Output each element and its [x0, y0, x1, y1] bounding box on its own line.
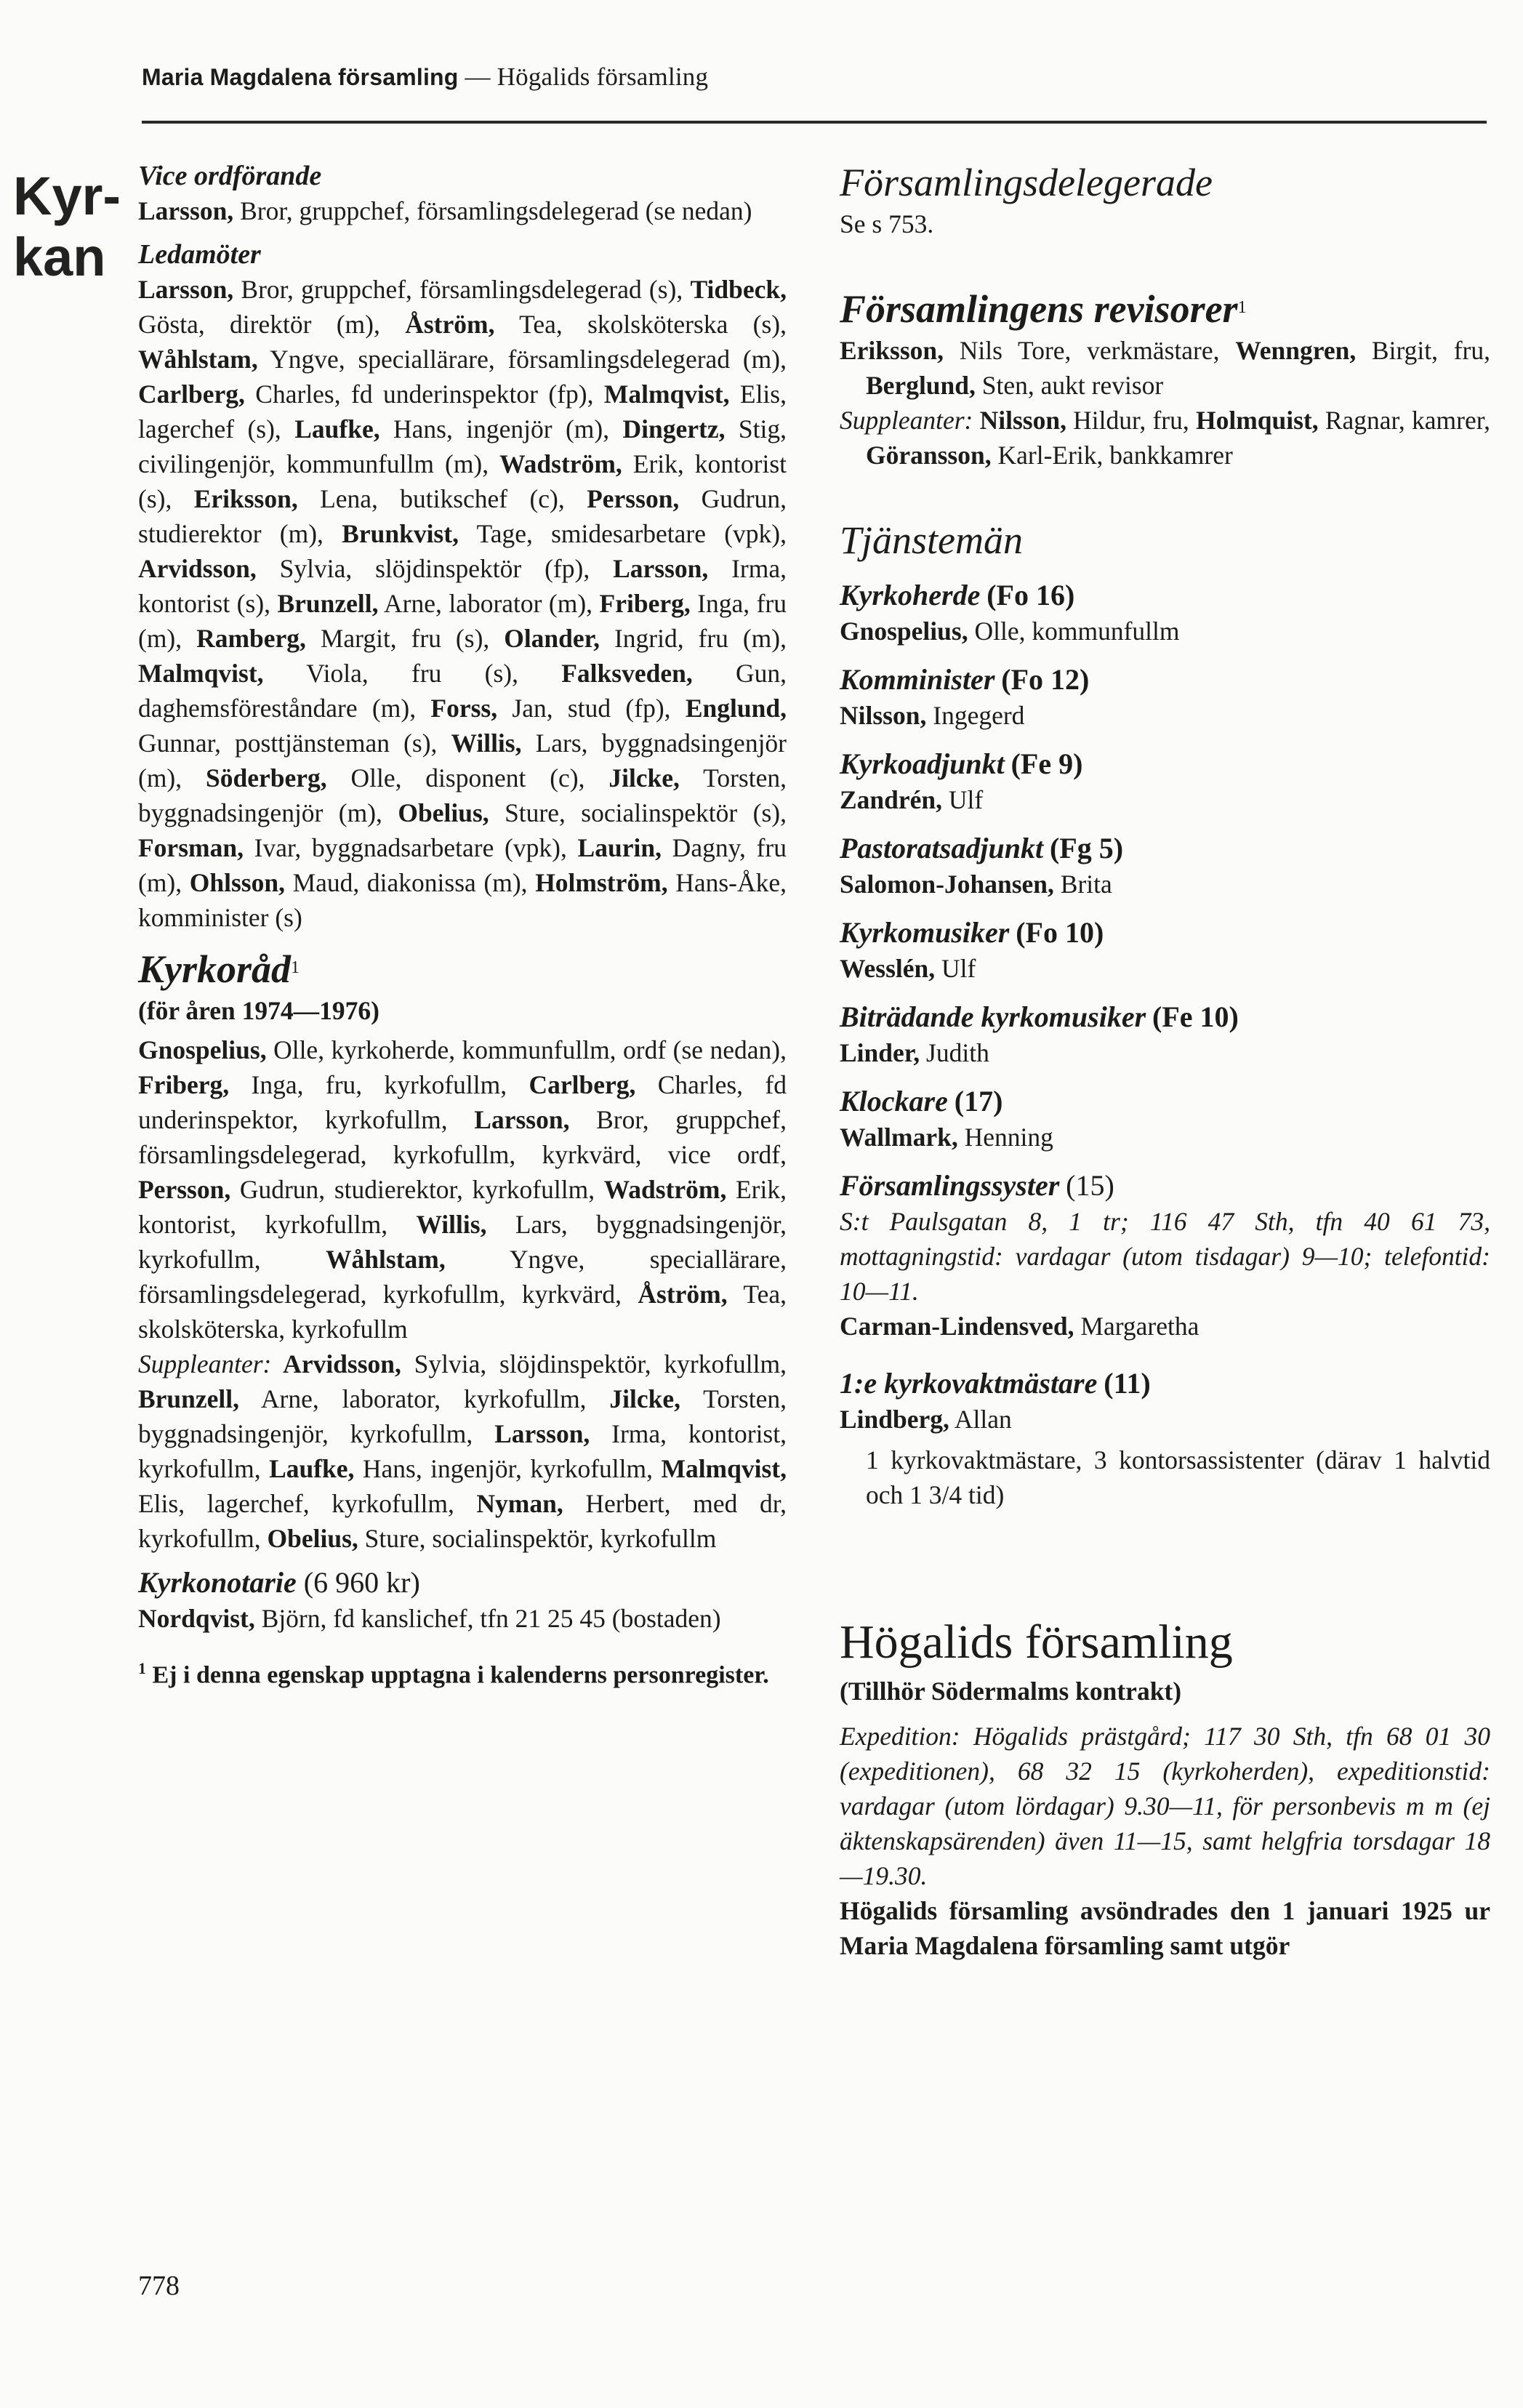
person-desc: Sylvia, slöjdinspektör (fp), — [256, 554, 614, 583]
person-name: Larsson, — [494, 1419, 590, 1448]
person-name: Göransson, — [866, 441, 992, 470]
notarie-heading — [138, 1565, 787, 1601]
person-name: Söderberg, — [205, 763, 327, 792]
syster-title: Församlingssyster — [840, 1169, 1060, 1202]
person-name: Brunzell, — [138, 1384, 240, 1413]
kyrkorad-footnote-mark: 1 — [291, 958, 300, 978]
person-desc: Charles, fd underinspektor (fp), — [244, 380, 604, 409]
person-name: Friberg, — [138, 1070, 230, 1099]
footnote — [138, 1652, 787, 1692]
role-heading — [840, 577, 1490, 614]
header-rule — [142, 121, 1487, 124]
kyrkorad-list — [138, 1032, 787, 1347]
person-name: Åström, — [405, 310, 495, 339]
person-name: Gnospelius, — [840, 617, 968, 646]
person-name: Forss, — [430, 694, 498, 723]
person-desc: Gudrun, studierektor (m), — [138, 484, 787, 548]
syster-desc: Margaretha — [1074, 1312, 1199, 1341]
person-name: Zandrén, — [840, 785, 943, 814]
person-name: Nilsson, — [973, 406, 1066, 435]
person-desc: Tea, skolsköterska, kyrkofullm — [138, 1280, 787, 1344]
role-title: Klockare — [840, 1085, 948, 1117]
person-desc: Olle, kommunfullm — [968, 617, 1180, 646]
person-desc: Elis, lagerchef, kyrkofullm, — [138, 1489, 477, 1518]
vice-desc: Bror, gruppchef, församlingsdelegerad (se nedan) — [233, 196, 752, 225]
role-entry — [840, 746, 1490, 817]
person-name: Friberg, — [599, 589, 691, 618]
rev-suppleanter-label: Suppleanter: — [840, 406, 973, 435]
role-entry — [840, 830, 1490, 902]
hogalid-expedition: Expedition: Högalids prästgård; 117 30 Sth, tfn 68 01 30 (expeditionen), 68 32 15 (kyrkoherden), expeditionstid: vardagar (utom lördagar) 9.30—11, för personbevis m m (ej äktenskapsärenden) även 11—15, samt helgfria torsdagar 18—19.30. — [840, 1722, 1490, 1890]
person-name: Wadström, — [499, 449, 622, 478]
revisorer-footnote-mark: 1 — [1237, 298, 1247, 318]
header-separator: — — [458, 63, 497, 91]
person-desc: Erik, kontorist, kyrkofullm, — [138, 1175, 787, 1239]
person-name: Wåhlstam, — [138, 345, 258, 374]
footnote-text: Ej i denna egenskap upptagna i kalenderns personregister. — [146, 1661, 769, 1689]
person-desc: Herbert, med dr, kyrkofullm, — [138, 1489, 787, 1553]
person-desc: Maud, diakonissa (m), — [284, 868, 536, 897]
person-name: Jilcke, — [609, 1384, 680, 1413]
syster-grade: (15) — [1066, 1169, 1114, 1202]
role-grade: (17) — [954, 1085, 1003, 1117]
person-desc: Hildur, fru, — [1066, 406, 1196, 435]
person-name: Brunkvist, — [342, 519, 459, 548]
person-name: Malmqvist, — [603, 380, 730, 409]
person-desc: Yngve, speciallärare, församlingsdelegerad, kyrkofullm, kyrkvärd, — [138, 1245, 787, 1309]
role-grade: (Fo 16) — [986, 579, 1075, 611]
person-name: Willis, — [416, 1210, 487, 1239]
role-title: Pastoratsadjunkt — [840, 832, 1044, 864]
header-parish-left: Maria Magdalena församling — [142, 64, 459, 90]
syster-heading — [840, 1168, 1490, 1204]
hogalid-history: Högalids församling avsöndrades den 1 januari 1925 ur Maria Magdalena församling samt utgör — [840, 1896, 1490, 1960]
header-parish-right: Högalids församling — [497, 63, 709, 91]
person-desc: Viola, fru (s), — [263, 659, 562, 688]
roles-list — [840, 577, 1490, 1155]
person-desc: Charles, fd underinspektor, kyrkofullm, — [138, 1070, 787, 1134]
person-desc: Torsten, byggnadsingenjör, kyrkofullm, — [138, 1384, 787, 1448]
person-desc: Irma, kontorist (s), — [138, 554, 787, 618]
revisorer-suppleanter — [840, 403, 1490, 473]
person-name: Forsman, — [138, 833, 244, 862]
person-name: Wadström, — [603, 1175, 727, 1204]
person-desc: Torsten, byggnadsingenjör (m), — [138, 763, 787, 827]
role-heading — [840, 915, 1490, 951]
person-name: Brunzell, — [277, 589, 379, 618]
person-desc: Judith — [920, 1038, 989, 1067]
vakt-name: Lindberg, — [840, 1405, 949, 1434]
person-name: Larsson, — [613, 554, 709, 583]
person-name: Tidbeck, — [690, 275, 787, 304]
vakt-entry — [840, 1402, 1490, 1437]
person-desc: Margit, fru (s), — [305, 624, 505, 653]
person-desc: Elis, lagerchef (s), — [138, 380, 787, 444]
syster-address: S:t Paulsgatan 8, 1 tr; 116 47 Sth, tfn 40 61 73, mottagningstid: vardagar (utom tisdagar) 9—10; telefontid: 10—11. — [840, 1207, 1490, 1306]
person-name: Arvidsson, — [271, 1349, 401, 1378]
person-name: Holmström, — [535, 868, 668, 897]
person-name: Persson, — [138, 1175, 231, 1204]
person-name: Obelius, — [398, 798, 489, 827]
role-entry — [840, 662, 1490, 733]
vakt-title: 1:e kyrkovaktmästare — [840, 1367, 1098, 1400]
role-holder — [840, 614, 1490, 649]
person-desc: Stig, civilingenjör, kommunfullm (m), — [138, 414, 787, 478]
right-column — [840, 158, 1490, 1963]
vakt-heading — [840, 1365, 1490, 1402]
footnote-mark: 1 — [138, 1659, 146, 1677]
notarie-desc: Björn, fd kanslichef, tfn 21 25 45 (bostaden) — [254, 1604, 721, 1633]
person-name: Laurin, — [577, 833, 662, 862]
person-name: Jilcke, — [608, 763, 680, 792]
person-desc: Ragnar, kamrer, — [1318, 406, 1490, 435]
syster-name: Carman-Lindensved, — [840, 1312, 1074, 1341]
role-title: Kyrkomusiker — [840, 916, 1010, 949]
kyrkorad-heading — [138, 945, 787, 993]
role-holder — [840, 1120, 1490, 1155]
person-desc: Erik, kontorist (s), — [138, 449, 787, 513]
notarie-title: Kyrkonotarie — [138, 1566, 297, 1599]
person-desc: Inga, fru, kyrkofullm, — [229, 1070, 529, 1099]
person-desc: Irma, kontorist, kyrkofullm, — [138, 1419, 787, 1483]
hogalid-title: Högalids församling — [840, 1616, 1233, 1669]
person-name: Nilsson, — [840, 701, 927, 730]
person-name: Malmqvist, — [661, 1454, 787, 1483]
person-name: Åström, — [638, 1280, 728, 1309]
person-name: Larsson, — [474, 1105, 570, 1134]
person-name: Dingertz, — [622, 414, 726, 444]
person-name: Eriksson, — [840, 336, 944, 365]
delegerade-title: Församlingsdelegerade — [840, 161, 1213, 204]
person-name: Eriksson, — [193, 484, 298, 513]
vice-title: Vice ordförande — [138, 161, 322, 191]
role-grade: (Fe 9) — [1010, 747, 1083, 780]
person-desc: Gun, daghemsföreståndare (m), — [138, 659, 787, 723]
role-heading — [840, 999, 1490, 1035]
person-name: Obelius, — [267, 1524, 358, 1553]
role-title: Komminister — [840, 663, 995, 696]
role-holder — [840, 698, 1490, 733]
suppleanter-label: Suppleanter: — [138, 1349, 272, 1378]
tjanstemän-title: Tjänstemän — [840, 518, 1024, 562]
revisorer-heading — [840, 285, 1490, 333]
person-name: Holmquist, — [1195, 406, 1319, 435]
running-header — [142, 63, 1487, 92]
vice-name: Larsson, — [138, 196, 234, 225]
person-desc: Ingegerd — [926, 701, 1025, 730]
role-holder — [840, 782, 1490, 817]
role-entry — [840, 915, 1490, 986]
role-grade: (Fe 10) — [1152, 1000, 1239, 1033]
notarie-entry — [138, 1601, 787, 1636]
person-name: Laufke, — [294, 414, 380, 444]
person-name: Wåhlstam, — [326, 1245, 446, 1274]
role-grade: (Fg 5) — [1049, 832, 1124, 864]
person-desc: Inga, fru (m), — [138, 589, 787, 653]
person-desc: Olle, disponent (c), — [326, 763, 609, 792]
person-desc: Sten, aukt revisor — [975, 371, 1164, 400]
person-name: Malmqvist, — [138, 659, 264, 688]
delegerade-ref: Se s 753. — [840, 209, 934, 238]
person-desc: Arne, laborator, kyrkofullm, — [239, 1384, 610, 1413]
revisorer-list — [840, 333, 1490, 403]
person-name: Carlberg, — [138, 380, 245, 409]
role-grade: (Fo 12) — [1001, 663, 1090, 696]
hogalid-subtitle: (Tillhör Södermalms kontrakt) — [840, 1677, 1182, 1706]
person-desc: Olle, kyrkoherde, kommunfullm, ordf (se nedan), — [266, 1035, 787, 1064]
person-desc: Jan, stud (fp), — [497, 694, 686, 723]
person-name: Wallmark, — [840, 1123, 958, 1152]
person-desc: Yngve, speciallärare, församlingsdelegerad (m), — [257, 345, 787, 374]
role-entry — [840, 999, 1490, 1070]
person-desc: Nils Tore, verkmästare, — [944, 336, 1236, 365]
person-name: Salomon-Johansen, — [840, 870, 1054, 899]
revisorer-title: Församlingens revisorer — [840, 287, 1238, 331]
staff-note: 1 kyrkovaktmästare, 3 kontorsassistenter (därav 1 halvtid och 1 3/4 tid) — [866, 1445, 1490, 1509]
side-label — [13, 166, 122, 288]
role-heading — [840, 830, 1490, 867]
person-desc: Ulf — [935, 954, 976, 983]
person-desc: Gösta, direktör (m), — [138, 310, 406, 339]
kyrkorad-title: Kyrkoråd — [138, 947, 292, 991]
person-name: Falksveden, — [561, 659, 693, 688]
role-holder — [840, 1035, 1490, 1070]
person-desc: Brita — [1053, 870, 1112, 899]
person-desc: Gudrun, studierektor, kyrkofullm, — [230, 1175, 604, 1204]
person-name: Olander, — [504, 624, 600, 653]
person-desc: Ulf — [942, 785, 984, 814]
person-name: Linder, — [840, 1038, 920, 1067]
role-entry — [840, 577, 1490, 649]
page-number: 778 — [138, 2271, 180, 2301]
person-name: Wenngren, — [1235, 336, 1357, 365]
syster-entry — [840, 1309, 1490, 1344]
person-desc: Sylvia, slöjdinspektör, kyrkofullm, — [401, 1349, 787, 1378]
person-desc: Henning — [957, 1123, 1053, 1152]
person-name: Berglund, — [866, 371, 976, 400]
person-desc: Bror, gruppchef, församlingsdelegerad, kyrkofullm, kyrkvärd, vice ordf, — [138, 1105, 787, 1169]
person-desc: Tage, smidesarbetare (vpk), — [458, 519, 787, 548]
role-title: Biträdande kyrkomusiker — [840, 1000, 1146, 1033]
person-desc: Lena, butikschef (c), — [297, 484, 587, 513]
person-desc: Arne, laborator (m), — [378, 589, 600, 618]
person-desc: Birgit, fru, — [1356, 336, 1490, 365]
person-name: Gnospelius, — [138, 1035, 267, 1064]
person-name: Arvidsson, — [138, 554, 257, 583]
notarie-name: Nordqvist, — [138, 1604, 255, 1633]
person-desc: Hans-Åke, komminister (s) — [138, 868, 787, 932]
person-desc: Ivar, byggnadsarbetare (vpk), — [243, 833, 578, 862]
person-desc: Hans, ingenjör, kyrkofullm, — [354, 1454, 662, 1483]
kyrkorad-years: (för åren 1974—1976) — [138, 996, 379, 1025]
kyrkorad-suppleanter — [138, 1347, 787, 1556]
left-column — [138, 158, 787, 1692]
person-name: Carlberg, — [529, 1070, 636, 1099]
role-title: Kyrkoadjunkt — [840, 747, 1005, 780]
person-name: Persson, — [587, 484, 680, 513]
person-name: Wesslén, — [840, 954, 936, 983]
vice-entry — [138, 193, 787, 228]
person-name: Willis, — [451, 729, 522, 758]
person-name: Nyman, — [476, 1489, 563, 1518]
person-name: Ramberg, — [196, 624, 306, 653]
vakt-desc: Allan — [949, 1405, 1012, 1434]
person-desc: Hans, ingenjör (m), — [379, 414, 623, 444]
role-grade: (Fo 10) — [1016, 916, 1104, 949]
role-entry — [840, 1083, 1490, 1155]
ledamoter-title: Ledamöter — [138, 239, 261, 270]
person-name: Laufke, — [269, 1454, 355, 1483]
notarie-salary: (6 960 kr) — [296, 1566, 420, 1599]
person-name: Englund, — [685, 694, 787, 723]
role-heading — [840, 662, 1490, 698]
person-desc: Sture, socialinspektör, kyrkofullm — [358, 1524, 717, 1553]
vakt-grade: (11) — [1104, 1367, 1151, 1400]
person-desc: Ingrid, fru (m), — [600, 624, 787, 653]
person-desc: Dagny, fru (m), — [138, 833, 787, 897]
person-desc: Bror, gruppchef, församlingsdelegerad (s), — [233, 275, 691, 304]
role-heading — [840, 1083, 1490, 1120]
person-desc: Gunnar, posttjänsteman (s), — [138, 729, 451, 758]
role-holder — [840, 951, 1490, 986]
ledamoter-list — [138, 272, 787, 935]
person-name: Ohlsson, — [189, 868, 285, 897]
person-desc: Tea, skolsköterska (s), — [494, 310, 787, 339]
person-desc: Sture, socialinspektör (s), — [489, 798, 787, 827]
side-label-line1: Kyr- — [13, 166, 121, 226]
person-desc: Karl-Erik, bankkamrer — [991, 441, 1233, 470]
person-desc: Lars, byggnadsingenjör (m), — [138, 729, 787, 792]
person-name: Larsson, — [138, 275, 234, 304]
side-label-line2: kan — [13, 227, 106, 287]
role-heading — [840, 746, 1490, 782]
role-holder — [840, 867, 1490, 902]
person-desc: Lars, byggnadsingenjör, kyrkofullm, — [138, 1210, 787, 1274]
role-title: Kyrkoherde — [840, 579, 981, 611]
